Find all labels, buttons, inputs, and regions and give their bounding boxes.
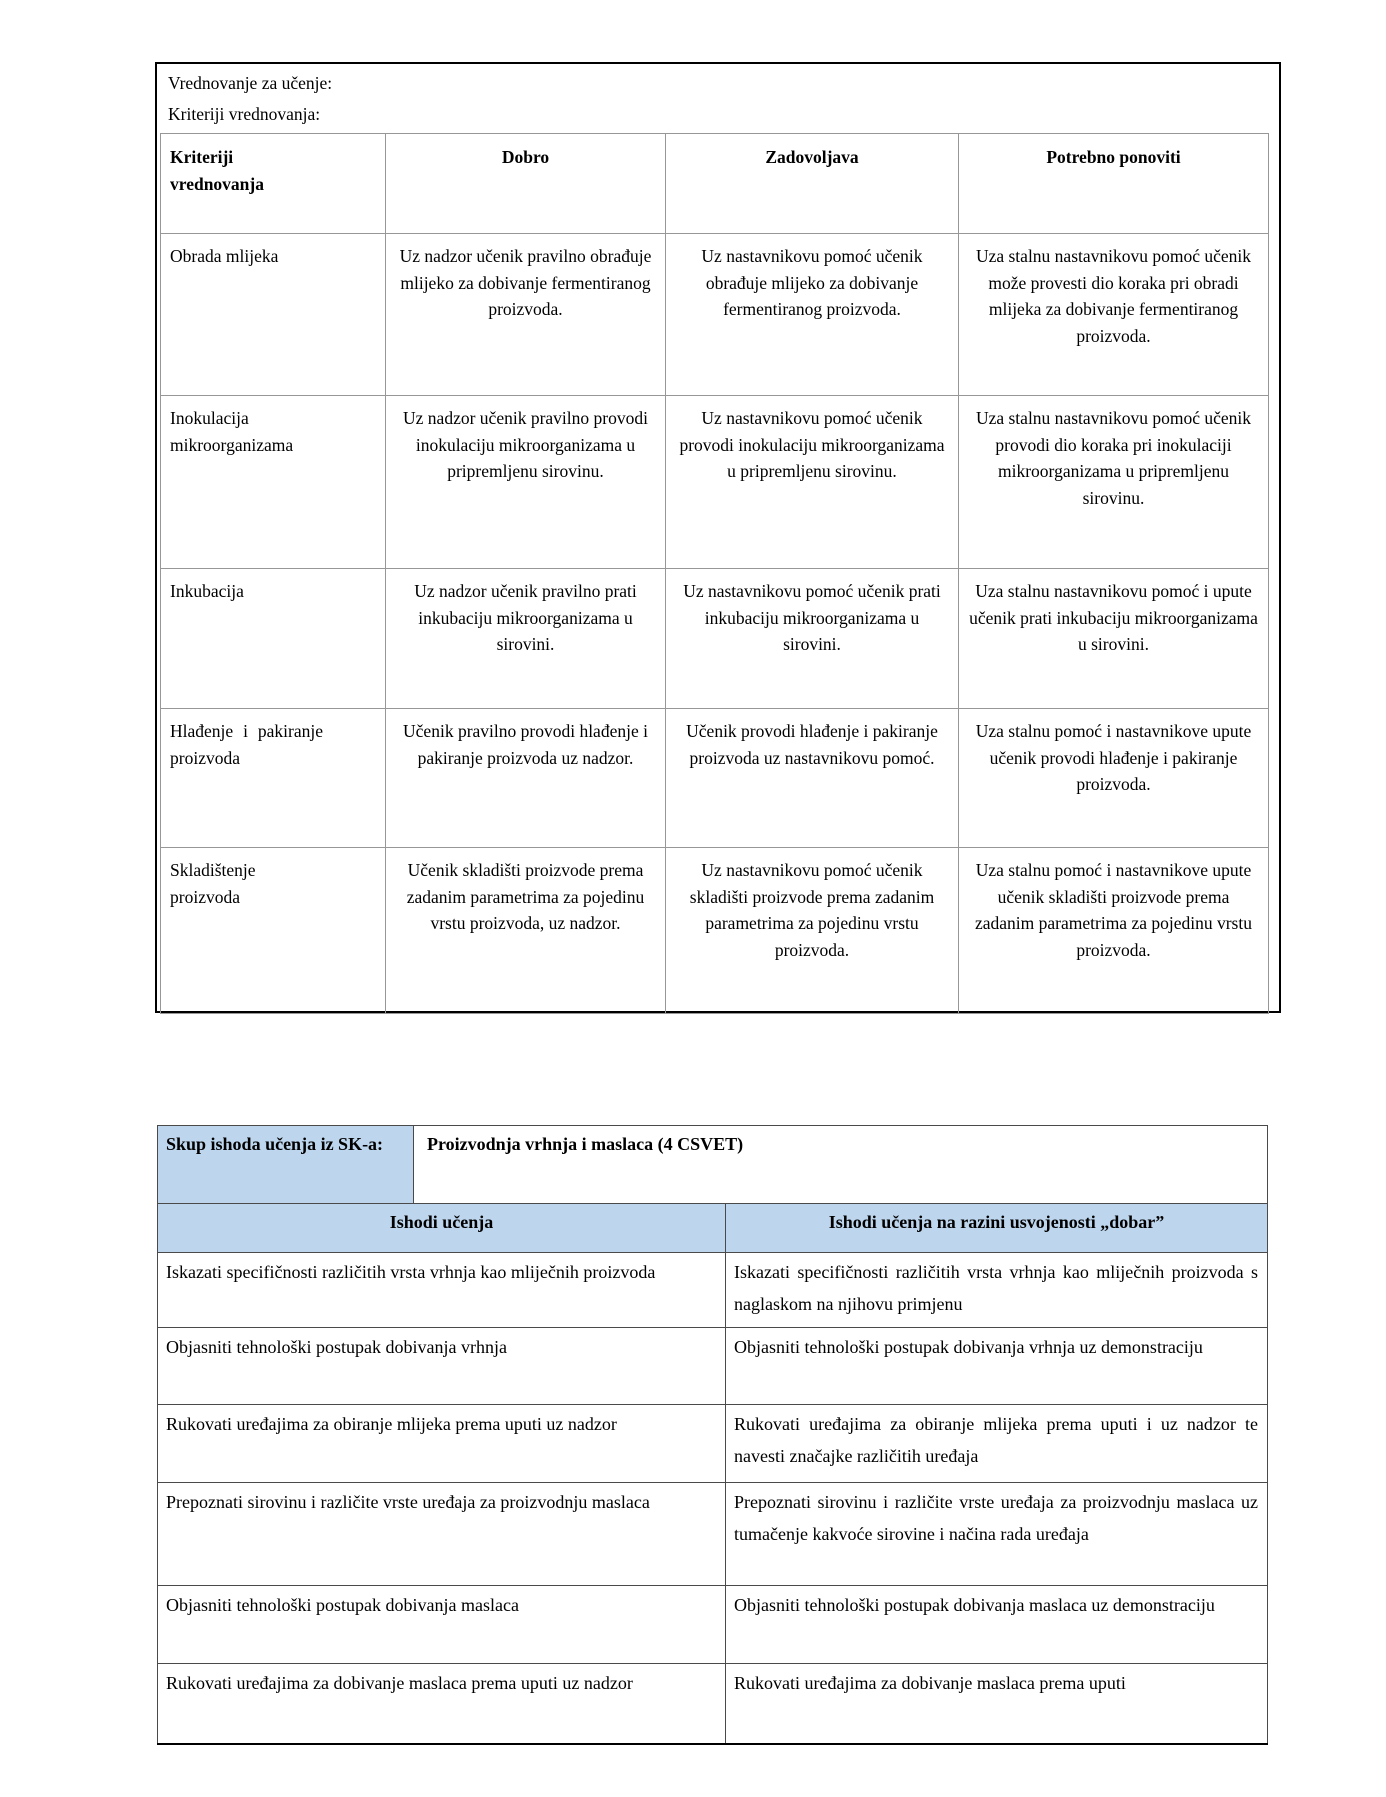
outcomes-row-5: [158, 1586, 1268, 1664]
zadovoljava-cell: Učenik provodi hlađenje i pakiranje proizvoda uz nastavnikovu pomoć.: [666, 709, 959, 848]
outcome-dobar-cell: Objasniti tehnološki postupak dobivanja maslaca uz demonstraciju: [726, 1586, 1268, 1664]
zadovoljava-cell: Uz nastavnikovu pomoć učenik prati inkubaciju mikroorganizama u sirovini.: [666, 569, 959, 709]
col-header-kriteriji-vrednovanja: Kriteriji vrednovanja: [161, 134, 386, 234]
criterion-cell: Obrada mlijeka: [161, 234, 386, 396]
col-header-ishodi-ucenja: Ishodi učenja: [158, 1204, 726, 1253]
table-row-inkubacija: [161, 569, 1269, 709]
dobro-cell: Uz nadzor učenik pravilno prati inkubaciju mikroorganizama u sirovini.: [386, 569, 666, 709]
dobro-cell: Učenik pravilno provodi hlađenje i pakiranje proizvoda uz nadzor.: [386, 709, 666, 848]
outcomes-row-2: [158, 1328, 1268, 1405]
table-row-obrada-mlijeka: [161, 234, 1269, 396]
outcome-dobar-cell: Rukovati uređajima za dobivanje maslaca prema uputi: [726, 1664, 1268, 1744]
criterion-cell: Skladištenje proizvoda: [161, 848, 386, 1014]
zadovoljava-cell: Uz nastavnikovu pomoć učenik obrađuje mlijeko za dobivanje fermentiranog proizvoda.: [666, 234, 959, 396]
assessment-section-box: [155, 62, 1281, 1013]
zadovoljava-cell: Uz nastavnikovu pomoć učenik skladišti proizvode prema zadanim parametrima za pojedinu vrstu proizvoda.: [666, 848, 959, 1014]
criterion-cell: Inkubacija: [161, 569, 386, 709]
outcomes-row-1: [158, 1253, 1268, 1328]
dobro-cell: Uz nadzor učenik pravilno obrađuje mlijeko za dobivanje fermentiranog proizvoda.: [386, 234, 666, 396]
outcome-dobar-cell: Objasniti tehnološki postupak dobivanja vrhnja uz demonstraciju: [726, 1328, 1268, 1405]
outcomes-row-3: [158, 1405, 1268, 1483]
outcome-dobar-cell: Rukovati uređajima za obiranje mlijeka prema uputi i uz nadzor te navesti značajke različitih uređaja: [726, 1405, 1268, 1483]
dobro-cell: Učenik skladišti proizvode prema zadanim parametrima za pojedinu vrstu proizvoda, uz nadzor.: [386, 848, 666, 1014]
potrebno-ponoviti-cell: Uza stalnu nastavnikovu pomoć učenik može provesti dio koraka pri obradi mlijeka za dobivanje fermentiranog proizvoda.: [959, 234, 1269, 396]
outcome-dobar-cell: Iskazati specifičnosti različitih vrsta vrhnja kao mliječnih proizvoda s naglaskom na njihovu primjenu: [726, 1253, 1268, 1328]
outcome-cell: Objasniti tehnološki postupak dobivanja vrhnja: [158, 1328, 726, 1405]
intro-line-kriteriji: Kriteriji vrednovanja:: [168, 104, 321, 124]
outcomes-row-6: [158, 1664, 1268, 1744]
potrebno-ponoviti-cell: Uza stalnu nastavnikovu pomoć učenik provodi dio koraka pri inokulaciji mikroorganizama u pripremljenu sirovinu.: [959, 396, 1269, 569]
zadovoljava-cell: Uz nastavnikovu pomoć učenik provodi inokulaciju mikroorganizama u pripremljenu sirovinu.: [666, 396, 959, 569]
table-row-inokulacija: [161, 396, 1269, 569]
outcomes-title-row: [158, 1126, 1268, 1204]
outcomes-set-label: Skup ishoda učenja iz SK-a:: [158, 1126, 414, 1204]
potrebno-ponoviti-cell: Uza stalnu nastavnikovu pomoć i upute učenik prati inkubaciju mikroorganizama u sirovini.: [959, 569, 1269, 709]
outcomes-header-row: [158, 1204, 1268, 1253]
outcome-cell: Objasniti tehnološki postupak dobivanja maslaca: [158, 1586, 726, 1664]
criteria-header-row: [161, 134, 1269, 234]
col-header-potrebno-ponoviti: Potrebno ponoviti: [959, 134, 1269, 234]
potrebno-ponoviti-cell: Uza stalnu pomoć i nastavnikove upute učenik skladišti proizvode prema zadanim parametrima za pojedinu vrstu proizvoda.: [959, 848, 1269, 1014]
outcomes-set-title: Proizvodnja vrhnja i maslaca (4 CSVET): [414, 1126, 1268, 1204]
criterion-cell: Inokulacija mikroorganizama: [161, 396, 386, 569]
col-header-zadovoljava: Zadovoljava: [666, 134, 959, 234]
dobro-cell: Uz nadzor učenik pravilno provodi inokulaciju mikroorganizama u pripremljenu sirovinu.: [386, 396, 666, 569]
col-header-ishodi-dobar: Ishodi učenja na razini usvojenosti „dobar”: [726, 1204, 1268, 1253]
table-row-skladistenje: [161, 848, 1269, 1014]
outcome-cell: Iskazati specifičnosti različitih vrsta vrhnja kao mliječnih proizvoda: [158, 1253, 726, 1328]
criterion-cell: Hlađenje i pakiranje proizvoda: [161, 709, 386, 848]
criteria-table: [160, 133, 1269, 1014]
outcome-cell: Rukovati uređajima za dobivanje maslaca prema uputi uz nadzor: [158, 1664, 726, 1744]
outcomes-row-4: [158, 1483, 1268, 1586]
outcome-cell: Prepoznati sirovinu i različite vrste uređaja za proizvodnju maslaca: [158, 1483, 726, 1586]
col-header-dobro: Dobro: [386, 134, 666, 234]
potrebno-ponoviti-cell: Uza stalnu pomoć i nastavnikove upute učenik provodi hlađenje i pakiranje proizvoda.: [959, 709, 1269, 848]
intro-line-vrednovanje: Vrednovanje za učenje:: [168, 73, 333, 93]
outcome-dobar-cell: Prepoznati sirovinu i različite vrste uređaja za proizvodnju maslaca uz tumačenje kakvoće sirovine i načina rada uređaja: [726, 1483, 1268, 1586]
table-row-hladjenje-pakiranje: [161, 709, 1269, 848]
outcomes-table: [157, 1125, 1268, 1745]
outcome-cell: Rukovati uređajima za obiranje mlijeka prema uputi uz nadzor: [158, 1405, 726, 1483]
